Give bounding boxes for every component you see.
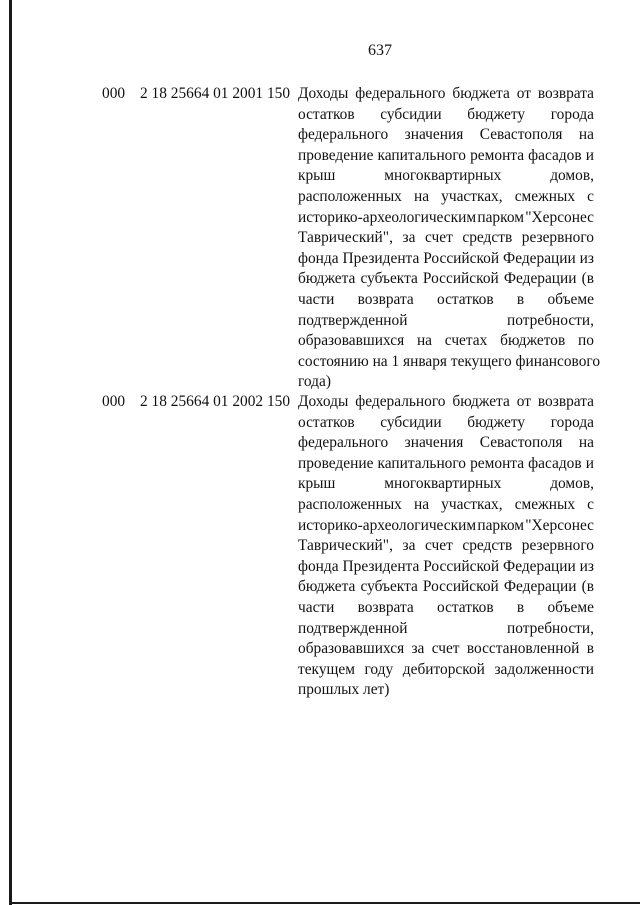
budget-classification-code: 2 18 25664 01 2002 150 (140, 393, 291, 410)
description-word: на (578, 434, 594, 452)
description-word: средств (462, 229, 513, 247)
description-word: и (585, 454, 594, 472)
admin-code: 000 (102, 85, 126, 102)
description-word: подтвержденной (298, 311, 408, 329)
description-word: ремонта (470, 454, 525, 472)
description-word: федерального (298, 434, 389, 452)
description-word: Федерации (503, 270, 577, 288)
description-word: историко-археологическим (298, 208, 477, 226)
description-line (298, 249, 594, 270)
description-word: расположенных (298, 495, 402, 513)
description-word: в (516, 598, 525, 616)
description-word: возврата (357, 290, 414, 308)
description-line (298, 311, 594, 332)
page-bottom-border (9, 902, 640, 904)
description-word: на (578, 126, 594, 144)
description-line (298, 474, 594, 495)
description-word: счет (431, 640, 460, 658)
description-word: крыш (298, 475, 336, 493)
description-word: от (516, 393, 531, 410)
description-word: счет (425, 537, 453, 555)
description-line (298, 331, 594, 352)
description-word: из (579, 249, 594, 267)
description-word: капитального (377, 146, 466, 164)
description-line (298, 454, 594, 475)
description-word: города (550, 105, 594, 123)
description-line (298, 536, 594, 557)
description-word: резервного (521, 537, 594, 555)
description-word: остатков (298, 413, 355, 431)
description-word: бюджета (298, 270, 356, 288)
description-word: прошлых лет) (298, 681, 390, 699)
description-word: смежных (514, 495, 576, 513)
description-word: текущем (298, 660, 355, 678)
description-line (298, 619, 594, 640)
description-word: историко-археологическим (298, 516, 477, 534)
description-word: Президента (342, 557, 420, 575)
description-word: Федерации (503, 249, 576, 267)
description-word: фасадов (528, 146, 582, 164)
description-word: домов, (550, 475, 594, 493)
description-word: средств (462, 537, 513, 555)
description-word: за (411, 640, 425, 658)
description-word: в (516, 290, 525, 308)
description-word: возврата (537, 393, 594, 410)
income-description (298, 392, 594, 701)
description-line (298, 105, 594, 126)
description-word: значения (404, 126, 464, 144)
description-word: возврата (357, 598, 414, 616)
description-word: Доходы (298, 85, 349, 102)
description-word: многоквартирных (384, 167, 502, 185)
description-word: участках, (441, 187, 503, 205)
description-word: и (585, 146, 594, 164)
description-word: домов, (550, 167, 594, 185)
description-word: образовавшихся (298, 332, 405, 350)
page-left-border (9, 0, 12, 905)
description-word: потребности, (507, 619, 594, 637)
description-line (298, 598, 594, 619)
description-word: бюджета (452, 85, 510, 102)
description-word: значения (404, 434, 464, 452)
description-word: в (586, 640, 594, 658)
description-word: "Херсонес (525, 208, 594, 226)
description-word: части (298, 598, 335, 616)
description-word: с (587, 495, 594, 513)
description-word: (в (581, 270, 594, 288)
description-word: восстановленной (466, 640, 580, 658)
description-word: счет (425, 229, 453, 247)
description-line (298, 372, 594, 393)
description-line (298, 84, 594, 105)
description-word: Российской (423, 249, 500, 267)
description-word: парком (477, 516, 524, 534)
description-word: состоянию на 1 января текущего финансового (298, 352, 601, 370)
description-word: федерального (355, 85, 446, 102)
description-word: на (416, 332, 433, 350)
description-word: фонда (298, 249, 339, 267)
page-number: 637 (368, 42, 392, 59)
description-line (298, 433, 594, 454)
description-line (298, 516, 594, 537)
description-word: образовавшихся (298, 640, 405, 658)
description-word: Таврический", (298, 537, 393, 555)
description-word: смежных (514, 187, 576, 205)
description-word: Федерации (503, 578, 577, 596)
description-word: бюджету (467, 413, 526, 431)
description-word: Федерации (503, 557, 576, 575)
description-word: объеме (547, 598, 594, 616)
description-word: резервного (521, 229, 594, 247)
description-word: фонда (298, 557, 339, 575)
description-word: Российской (422, 270, 499, 288)
description-word: субсидии (380, 413, 442, 431)
description-line (298, 660, 594, 681)
description-word: расположенных (298, 187, 402, 205)
description-word: (в (581, 578, 594, 596)
description-word: части (298, 290, 335, 308)
description-word: с (587, 187, 594, 205)
description-word: на (413, 495, 430, 513)
description-word: бюджета (298, 578, 356, 596)
description-word: проведение (298, 454, 374, 472)
budget-classification-code: 2 18 25664 01 2001 150 (140, 85, 291, 102)
description-word: остатков (436, 290, 494, 308)
description-word: парком (477, 208, 524, 226)
description-line (298, 680, 594, 701)
description-word: федерального (298, 126, 389, 144)
description-line (298, 146, 594, 167)
description-line (298, 392, 594, 413)
description-word: потребности, (507, 311, 594, 329)
description-word: счетах (444, 332, 488, 350)
description-word: города (550, 413, 594, 431)
description-word: Российской (422, 578, 499, 596)
description-line (298, 639, 594, 660)
description-word: году (364, 660, 394, 678)
description-line (298, 208, 594, 229)
description-word: федерального (355, 393, 446, 410)
description-line (298, 413, 594, 434)
description-line (298, 495, 594, 516)
description-word: за (402, 229, 416, 247)
description-word: остатков (298, 105, 355, 123)
description-word: по (578, 332, 594, 350)
description-line (298, 352, 601, 373)
description-word: "Херсонес (525, 516, 594, 534)
admin-code: 000 (102, 393, 126, 410)
description-word: дебиторской (402, 660, 485, 678)
description-word: субъекта (360, 270, 418, 288)
description-line (298, 577, 594, 598)
description-word: Российской (423, 557, 500, 575)
description-word: субъекта (360, 578, 418, 596)
description-word: субсидии (380, 105, 442, 123)
description-word: Доходы (298, 393, 349, 410)
description-word: за (402, 537, 416, 555)
description-word: на (413, 187, 430, 205)
description-word: Севастополя (479, 434, 563, 452)
description-word: проведение (298, 146, 374, 164)
description-word: крыш (298, 167, 336, 185)
description-word: остатков (436, 598, 494, 616)
description-word: бюджетов (500, 332, 566, 350)
description-line (298, 228, 594, 249)
description-line (298, 125, 594, 146)
description-word: бюджету (467, 105, 526, 123)
description-word: года) (298, 373, 331, 391)
description-word: из (579, 557, 594, 575)
description-word: ремонта (470, 146, 525, 164)
description-word: Севастополя (479, 126, 563, 144)
description-line (298, 557, 594, 578)
description-word: подтвержденной (298, 619, 408, 637)
description-word: объеме (547, 290, 594, 308)
description-word: Президента (342, 249, 420, 267)
description-line (298, 290, 594, 311)
description-word: многоквартирных (384, 475, 502, 493)
description-word: задолженности (494, 660, 594, 678)
description-line (298, 187, 594, 208)
description-word: от (516, 85, 531, 102)
description-word: возврата (537, 85, 594, 102)
description-word: Таврический", (298, 229, 393, 247)
description-line (298, 269, 594, 290)
description-word: бюджета (452, 393, 510, 410)
income-description (298, 84, 601, 393)
description-word: фасадов (528, 454, 582, 472)
description-word: капитального (377, 454, 466, 472)
description-line (298, 166, 594, 187)
description-word: участках, (441, 495, 503, 513)
